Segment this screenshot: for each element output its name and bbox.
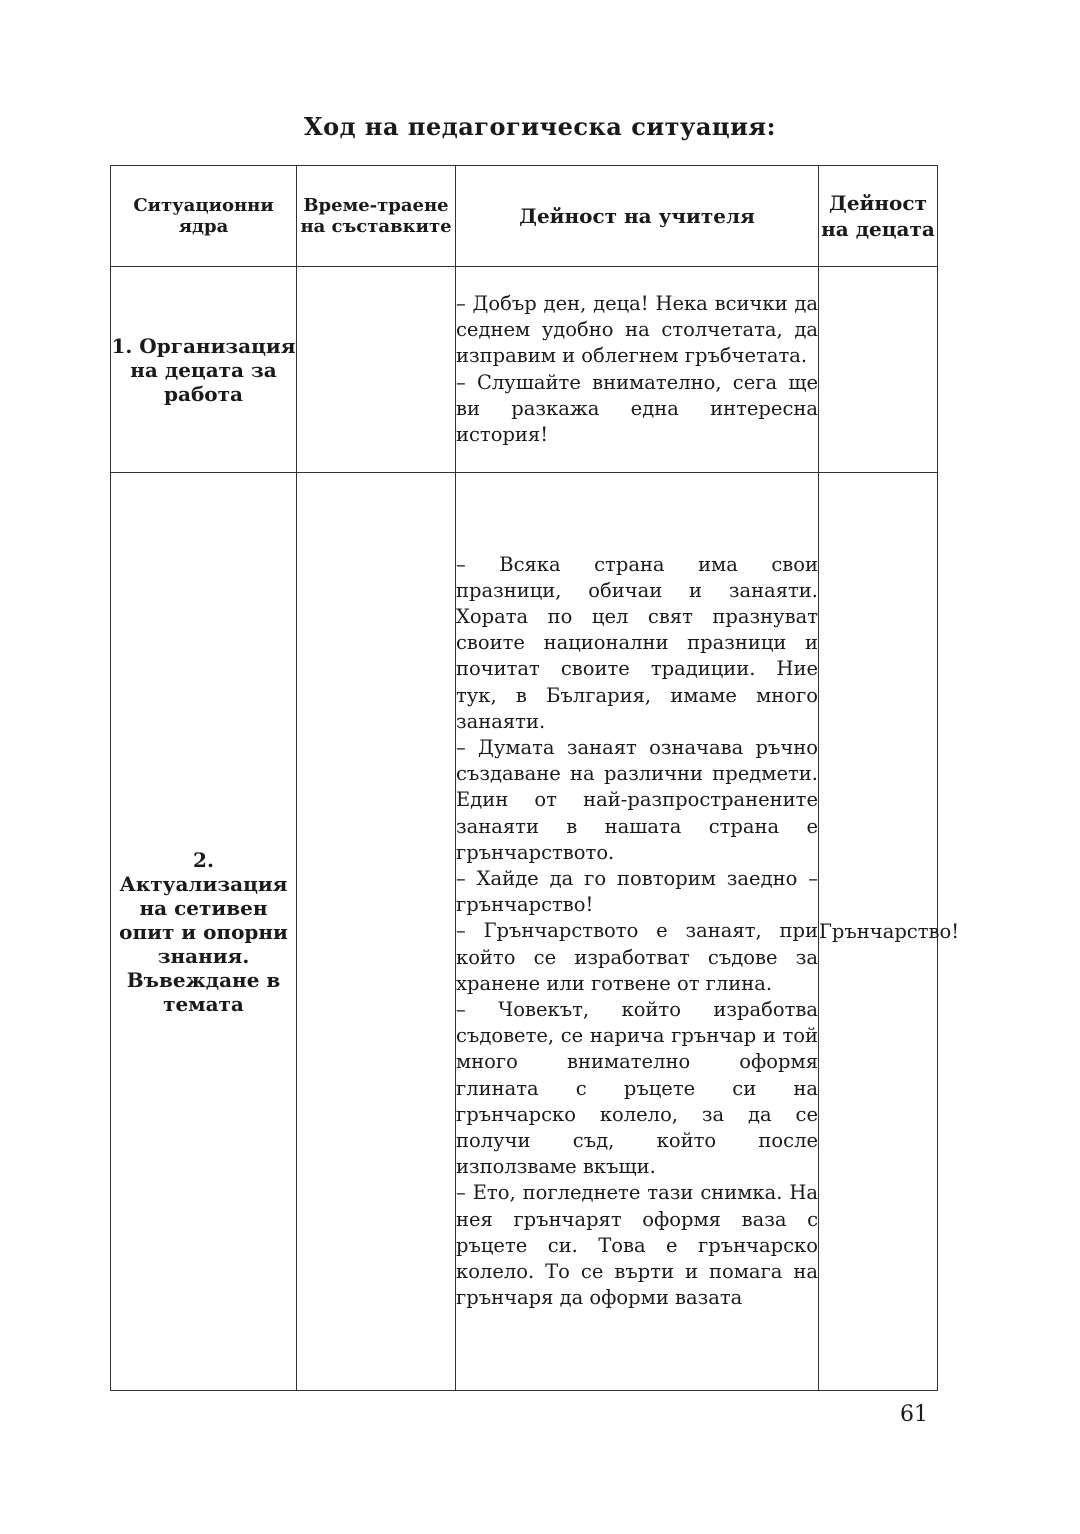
teacher-activity-cell — [456, 267, 819, 473]
page-number: 61 — [900, 1402, 928, 1427]
header-children-activity: Дейност на децата — [819, 166, 938, 267]
duration-cell — [297, 473, 456, 1391]
lesson-table — [110, 165, 960, 1391]
teacher-line: – Всяка страна има свои празници, обичаи и занаяти. Хората по цел свят празнуват своите национални празници и почитат своите традиции. Ние тук, в България, имаме много занаяти. — [456, 552, 818, 733]
page-title: Ход на педагогическа ситуация: — [303, 112, 777, 141]
header-duration: Време-траене на съставките — [297, 166, 456, 267]
teacher-line: – Слушайте внимателно, сега ще ви разкажа една интересна история! — [456, 370, 818, 446]
situational-core-cell: 1. Организация на децата за работа — [111, 267, 297, 473]
situational-core-cell: 2. Актуализация на сетивен опит и опорни знания. Въвеждане в темата — [111, 473, 297, 1391]
teacher-line: – Ето, погледнете тази снимка. На нея грънчарят оформя ваза с ръцете си. Това е грънчарско колело. То се върти и помага на грънчаря да оформи вазата — [456, 1181, 818, 1310]
duration-cell — [297, 267, 456, 473]
children-activity-cell: Грънчарство! — [819, 473, 938, 1391]
teacher-line: – Добър ден, деца! Нека всички да седнем удобно на столчетата, да изправим и облегнем гръбчетата. — [456, 291, 818, 368]
teacher-line: – Човекът, който изработва съдовете, се нарича грънчар и той много внимателно оформя глината с ръцете си на грънчарско колело, за да се получи съд, който после използваме вкъщи. — [456, 998, 818, 1179]
header-teacher-activity: Дейност на учителя — [456, 166, 819, 267]
table-row — [111, 473, 938, 1391]
teacher-line: – Грънчарството е занаят, при който се изработват съдове за хранене или готвене от глина. — [456, 919, 818, 995]
children-activity-cell — [819, 267, 938, 473]
teacher-line: – Думата занаят означава ръчно създаване на различни предмети. Един от най-разпространените занаяти в нашата страна е грънчарството. — [456, 735, 818, 864]
teacher-activity-cell — [456, 473, 819, 1391]
header-situational-cores: Ситуационни ядра — [111, 166, 297, 267]
teacher-line: – Хайде да го повторим заедно – грънчарство! — [456, 866, 818, 917]
table-header-row — [111, 166, 938, 267]
table-row — [111, 267, 938, 473]
